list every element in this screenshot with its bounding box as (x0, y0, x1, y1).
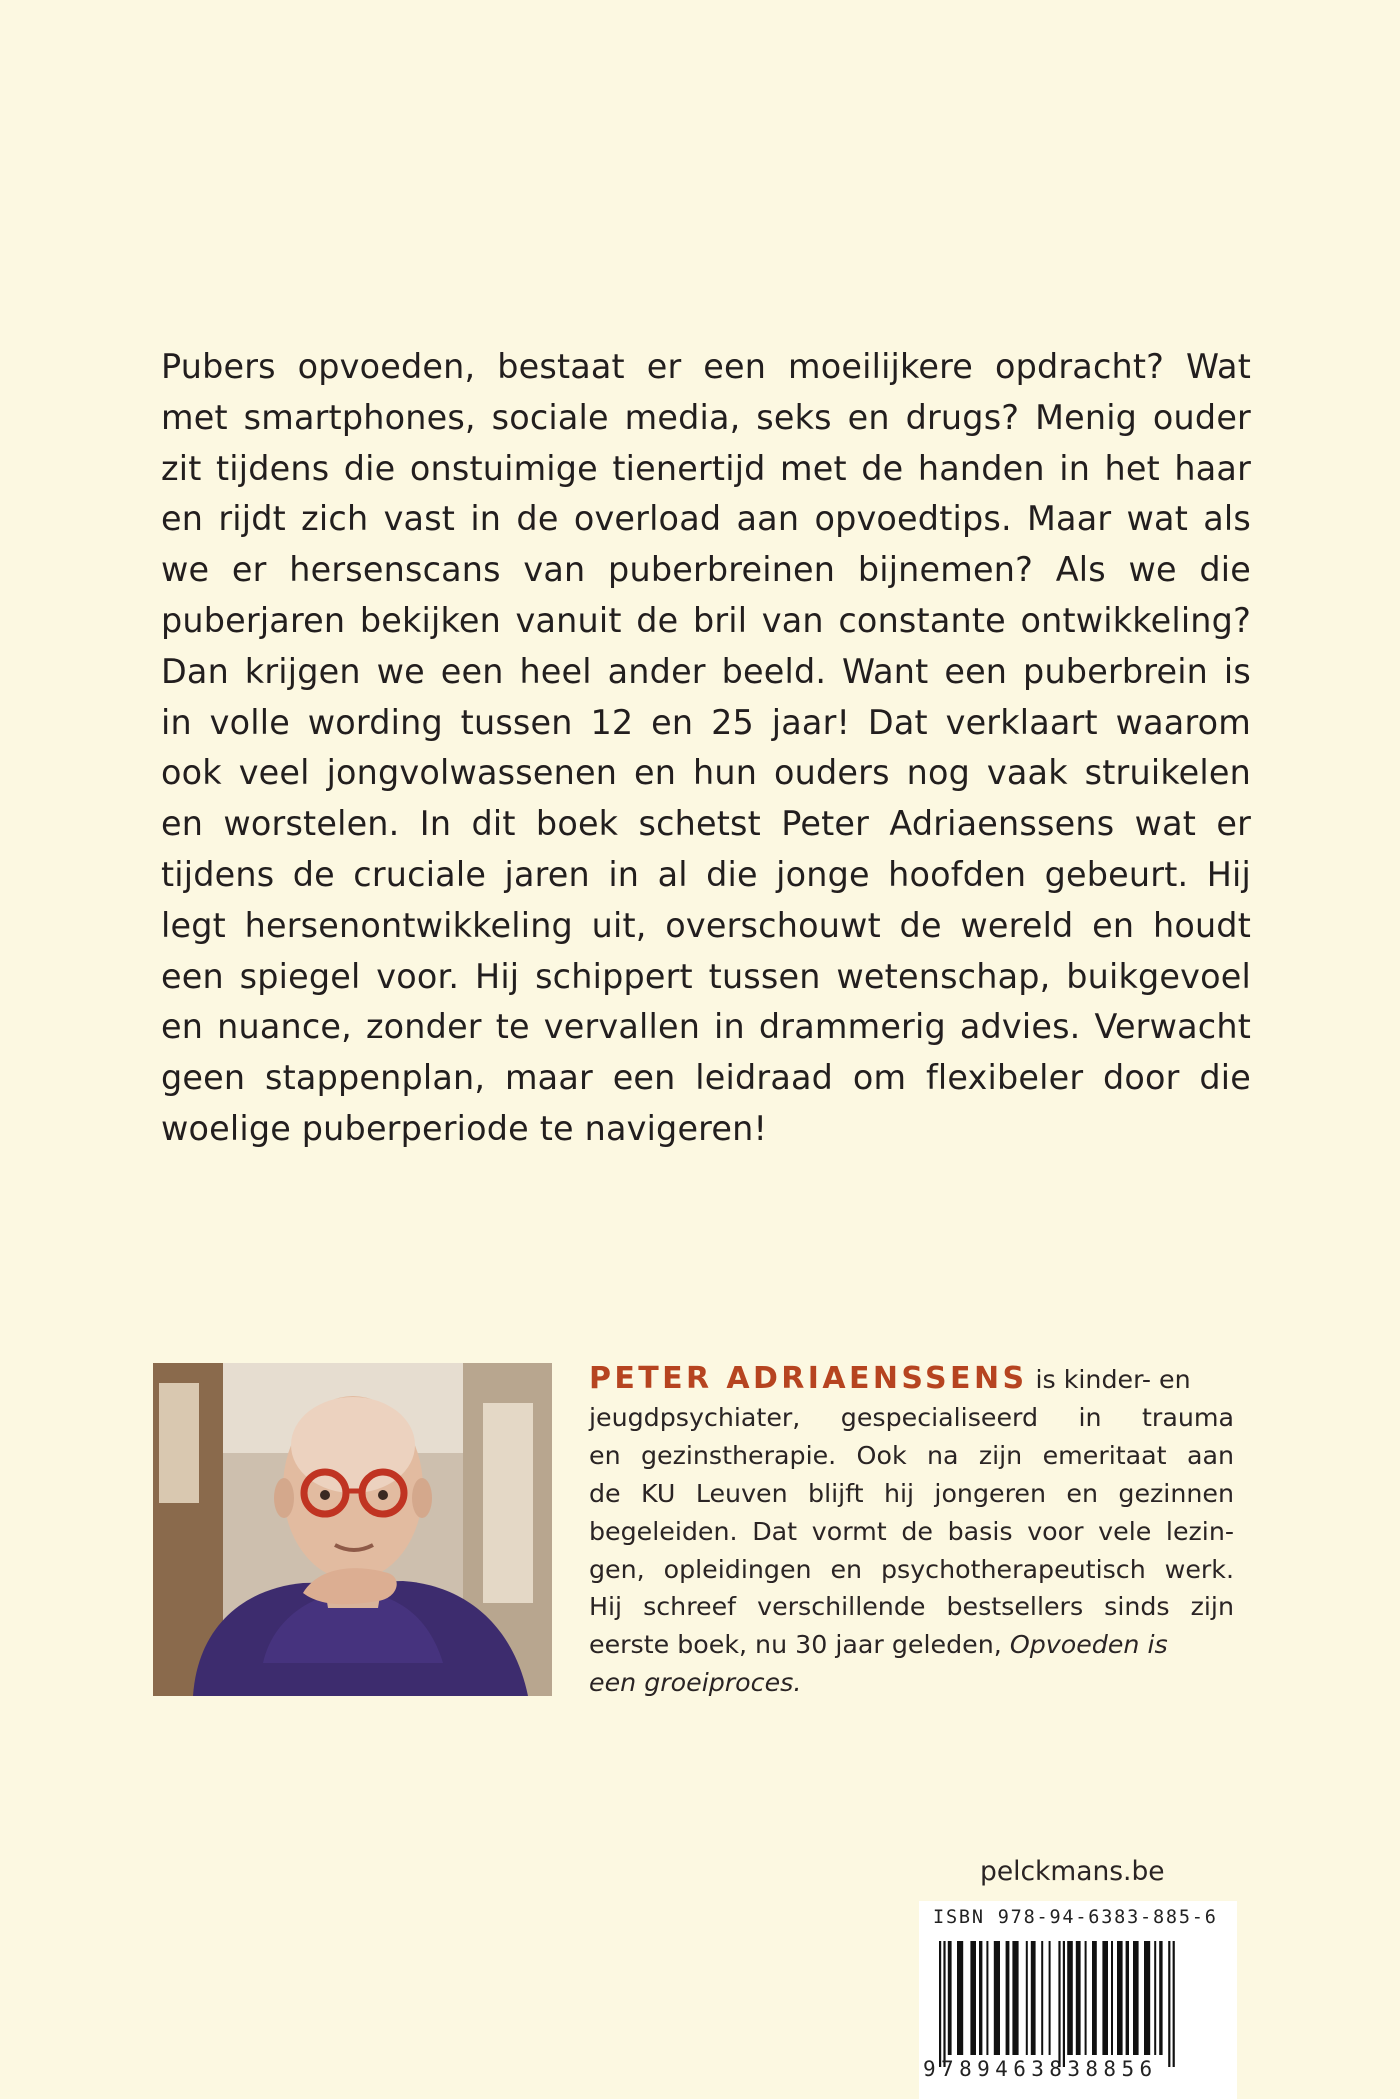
barcode-bar (1026, 1941, 1028, 2055)
bio-line: begeleiden. Dat vormt de basis voor vele lezin- (589, 1516, 1234, 1546)
blurb-line: geen stappenplan, maar een leidraad om flexibeler door die (161, 1058, 1251, 1098)
blurb-line: en nuance, zonder te vervallen in drammerig advies. Verwacht (161, 1007, 1251, 1047)
bio-line: jeugdpsychiater, gespecialiseerd in trauma (589, 1402, 1234, 1432)
barcode-bar (1092, 1941, 1097, 2055)
barcode-bar (970, 1941, 976, 2055)
blurb-line: woelige puberperiode te navigeren! (161, 1108, 768, 1148)
barcode-bar (1102, 1941, 1108, 2055)
isbn-label: ISBN 978-94-6383-885-6 (933, 1907, 1218, 1928)
barcode-bar (1117, 1941, 1123, 2055)
barcode-bar (1031, 1941, 1036, 2055)
bio-line-text: eerste boek, nu 30 jaar geleden, (589, 1630, 1010, 1660)
book-title-italic: Opvoeden is (1009, 1630, 1168, 1660)
barcode-bar (1067, 1941, 1073, 2055)
barcode-bar (1049, 1941, 1051, 2055)
barcode-bar (939, 1941, 941, 2067)
blurb-line: een spiegel voor. Hij schippert tussen wetenschap, buikgevoel (161, 956, 1251, 996)
book-title-italic: een groeiproces. (589, 1668, 802, 1698)
barcode-bar (1085, 1941, 1087, 2055)
barcode-bar (979, 1941, 982, 2055)
barcode-bar (1076, 1941, 1081, 2055)
author-photo (153, 1363, 552, 1696)
blurb-line: we er hersenscans van puberbreinen bijnemen? Als we die (161, 550, 1251, 590)
barcode-bar (1111, 1941, 1113, 2055)
barcode-bar (1041, 1941, 1043, 2055)
blurb-line: en worstelen. In dit boek schetst Peter Adriaenssens wat er (161, 804, 1251, 844)
barcode-bar (1154, 1941, 1156, 2055)
barcode-bar (1168, 1941, 1170, 2067)
bio-line: gen, opleidingen en psychotherapeutisch werk. (589, 1554, 1234, 1584)
back-cover-blurb (161, 342, 1251, 1155)
barcode-bar (948, 1941, 952, 2055)
barcode-bar (1173, 1941, 1175, 2067)
barcode-bar (986, 1941, 988, 2055)
barcode-bar (1063, 1941, 1065, 2067)
blurb-line: met smartphones, sociale media, seks en drugs? Menig ouder (161, 397, 1251, 437)
author-name: PETER ADRIAENSSENS (589, 1361, 1028, 1396)
barcode-bar (1159, 1941, 1162, 2055)
barcode-bar (943, 1941, 945, 2067)
bio-line (589, 1664, 1234, 1702)
barcode (919, 1901, 1237, 2099)
blurb-line: in volle wording tussen 12 en 25 jaar! Dat verklaart waarom (161, 702, 1251, 742)
blurb-line: ook veel jongvolwassenen en hun ouders nog vaak struikelen (161, 753, 1251, 793)
bio-line: de KU Leuven blijft hij jongeren en gezinnen (589, 1478, 1234, 1508)
blurb-line: tijdens de cruciale jaren in al die jonge hoofden gebeurt. Hij (161, 854, 1251, 894)
blurb-line: zit tijdens die onstuimige tienertijd met de handen in het haar (161, 448, 1251, 488)
bio-line: Hij schreef verschillende bestsellers sinds zijn (589, 1592, 1234, 1622)
barcode-bar (1144, 1941, 1150, 2055)
barcode-bar (994, 1941, 1000, 2055)
bio-line (589, 1360, 1234, 1399)
barcode-bar (1126, 1941, 1129, 2055)
barcode-bar (1006, 1941, 1010, 2055)
barcode-bar (1058, 1941, 1060, 2067)
blurb-line: Dan krijgen we een heel ander beeld. Want een puberbrein is (161, 651, 1251, 691)
blurb-line: puberjaren bekijken vanuit de bril van constante ontwikkeling? (161, 600, 1251, 640)
publisher-url: pelckmans.be (980, 1856, 1165, 1887)
barcode-bar (957, 1941, 963, 2055)
blurb-line: en rijdt zich vast in de overload aan opvoedtips. Maar wat als (161, 499, 1251, 539)
barcode-bar (1012, 1941, 1018, 2055)
author-bio (589, 1360, 1234, 1702)
barcode-bar (1133, 1941, 1139, 2055)
blurb-line: legt hersenontwikkeling uit, overschouwt de wereld en houdt (161, 905, 1251, 945)
bio-line (589, 1626, 1234, 1664)
bio-line: en gezinstherapie. Ook na zijn emeritaat aan (589, 1440, 1234, 1470)
ean-digits: 9789463838856 (923, 2057, 1158, 2081)
blurb-line: Pubers opvoeden, bestaat er een moeilijkere opdracht? Wat (161, 347, 1251, 386)
bio-line-text: is kinder- en (1027, 1365, 1191, 1394)
